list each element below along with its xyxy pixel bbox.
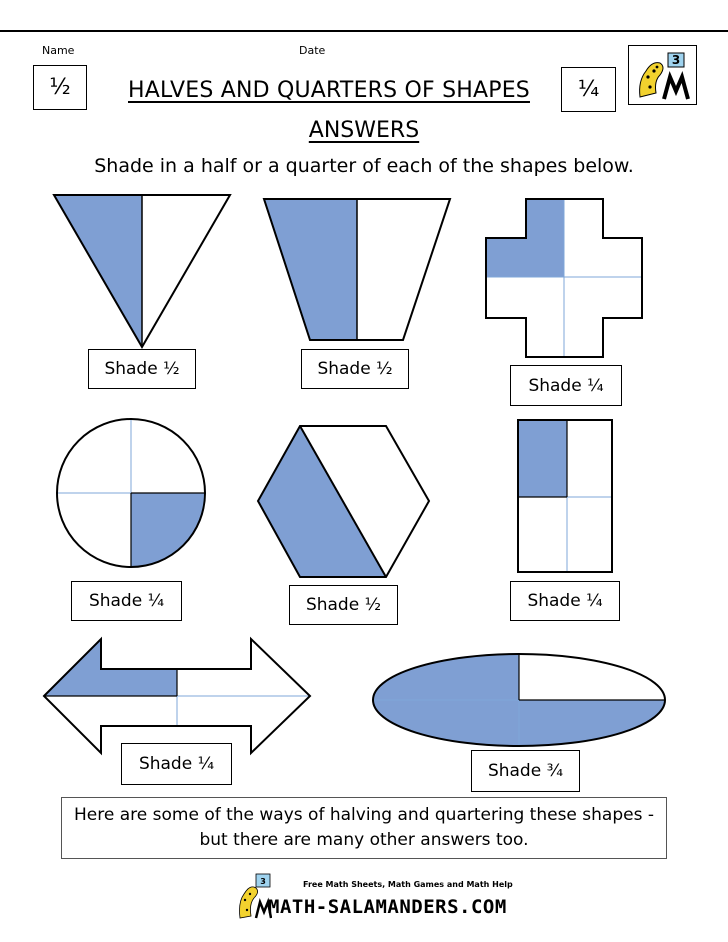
answer-note-line2: but there are many other answers too. <box>199 830 529 850</box>
trapezium-shape <box>264 199 450 340</box>
shade-label-ellipse <box>471 750 580 792</box>
footer-logo-number: 3 <box>260 877 266 886</box>
footer-tagline: Free Math Sheets, Math Games and Math Help <box>303 880 513 889</box>
shade-label-text: Shade ½ <box>317 359 393 379</box>
cross-shape <box>486 199 642 357</box>
shade-label-text: Shade ¼ <box>138 754 215 774</box>
half-badge-text: ½ <box>49 75 71 100</box>
shade-label-cross <box>510 365 622 406</box>
shade-label-text: Shade ¼ <box>88 591 165 611</box>
shade-label-text: Shade ¼ <box>527 591 603 611</box>
date-label: Date <box>299 44 326 57</box>
logo-number: 3 <box>671 53 680 67</box>
footer-salamander-icon <box>236 872 272 920</box>
shade-label-trapezium <box>301 349 409 389</box>
shade-label-rectangle <box>510 581 620 621</box>
shade-label-text: Shade ½ <box>104 359 180 379</box>
answer-note-line1: Here are some of the ways of halving and quartering these shapes - <box>74 805 654 825</box>
shade-label-double-arrow <box>121 743 232 785</box>
triangle-shape <box>54 195 230 347</box>
page-subtitle: ANSWERS <box>308 118 420 143</box>
instructions: Shade in a half or a quarter of each of the shapes below. <box>94 155 634 177</box>
shade-label-triangle <box>88 349 196 389</box>
double-arrow-shape <box>44 639 310 753</box>
shade-label-text: Shade ¼ <box>528 375 604 396</box>
shade-label-hexagon <box>289 585 398 625</box>
shade-label-text: Shade ¾ <box>487 761 564 781</box>
circle-shape <box>57 419 205 567</box>
footer-site-link[interactable]: MATH-SALAMANDERS.COM <box>268 896 507 918</box>
ellipse-shape <box>373 654 665 746</box>
shade-label-text: Shade ½ <box>305 595 382 615</box>
page-title: HALVES AND QUARTERS OF SHAPES <box>128 78 530 103</box>
rectangle-shape <box>518 420 612 572</box>
shade-label-circle <box>71 581 182 621</box>
answer-note <box>61 797 667 859</box>
quarter-badge-text: ¼ <box>577 77 600 102</box>
name-label: Name <box>42 44 75 57</box>
hexagon-shape <box>258 426 429 577</box>
